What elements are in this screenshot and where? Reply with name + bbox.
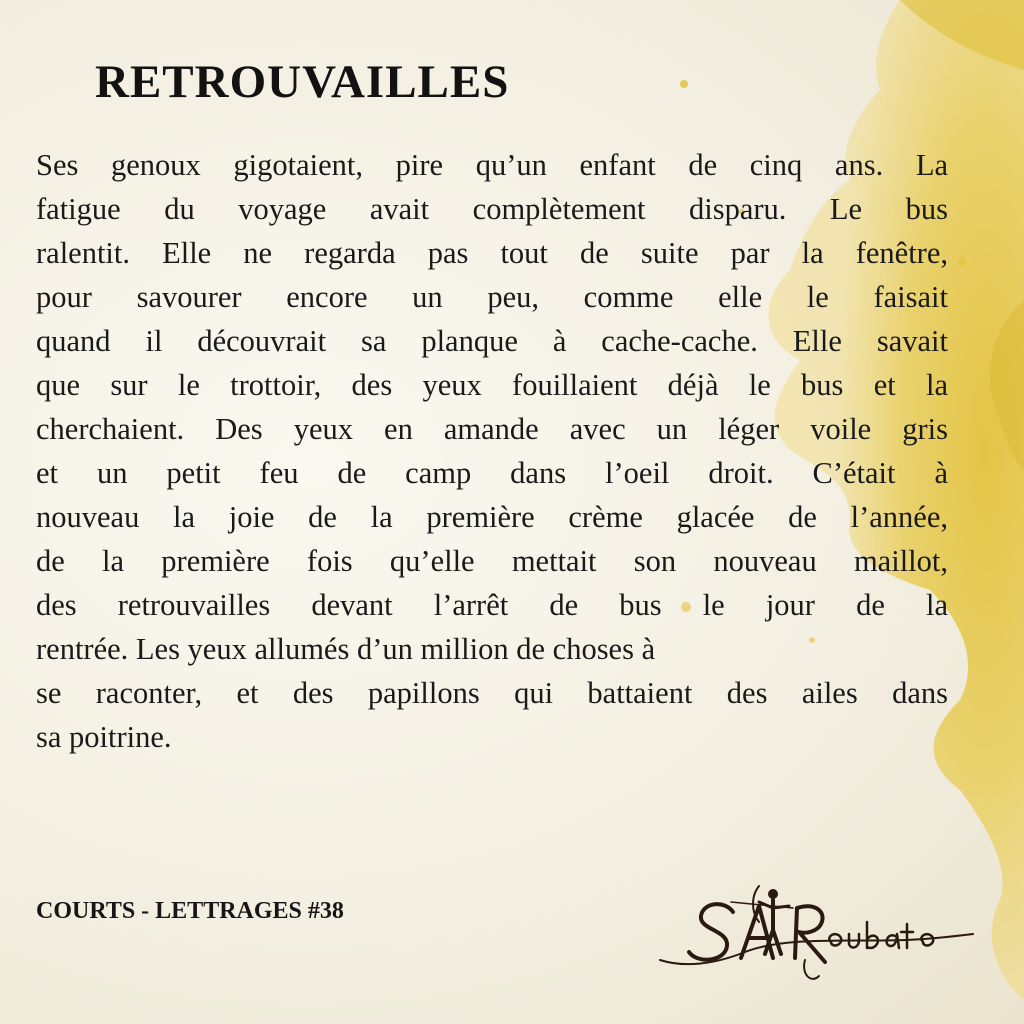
story-line: nouveau la joie de la première crème glacée de l’année, (36, 500, 948, 534)
story-line: des retrouvailles devant l’arrêt de bus le jour de la (36, 588, 948, 622)
story-line: de la première fois qu’elle mettait son nouveau maillot, (36, 544, 948, 578)
story-text (36, 143, 948, 759)
story-line: fatigue du voyage avait complètement disparu. Le bus (36, 192, 948, 226)
story-line: Ses genoux gigotaient, pire qu’un enfant de cinq ans. La (36, 148, 948, 182)
story-line: sa poitrine. (36, 720, 172, 754)
story-line: ralentit. Elle ne regarda pas tout de suite par la fenêtre, (36, 236, 948, 270)
series-label: COURTS - LETTRAGES #38 (36, 898, 344, 924)
story-line: rentrée. Les yeux allumés d’un million de choses à (36, 632, 656, 666)
story-line: que sur le trottoir, des yeux fouillaient déjà le bus et la (36, 368, 948, 402)
story-line: et un petit feu de camp dans l’oeil droit. C’était à (36, 456, 948, 490)
story-line: cherchaient. Des yeux en amande avec un léger voile gris (36, 412, 948, 446)
story-line: quand il découvrait sa planque à cache-cache. Elle savait (36, 324, 948, 358)
story-line: se raconter, et des papillons qui battaient des ailes dans (36, 676, 948, 710)
signature-logo (655, 872, 975, 992)
story-line: pour savourer encore un peu, comme elle le faisait (36, 280, 948, 314)
page-title: RETROUVAILLES (95, 56, 510, 108)
